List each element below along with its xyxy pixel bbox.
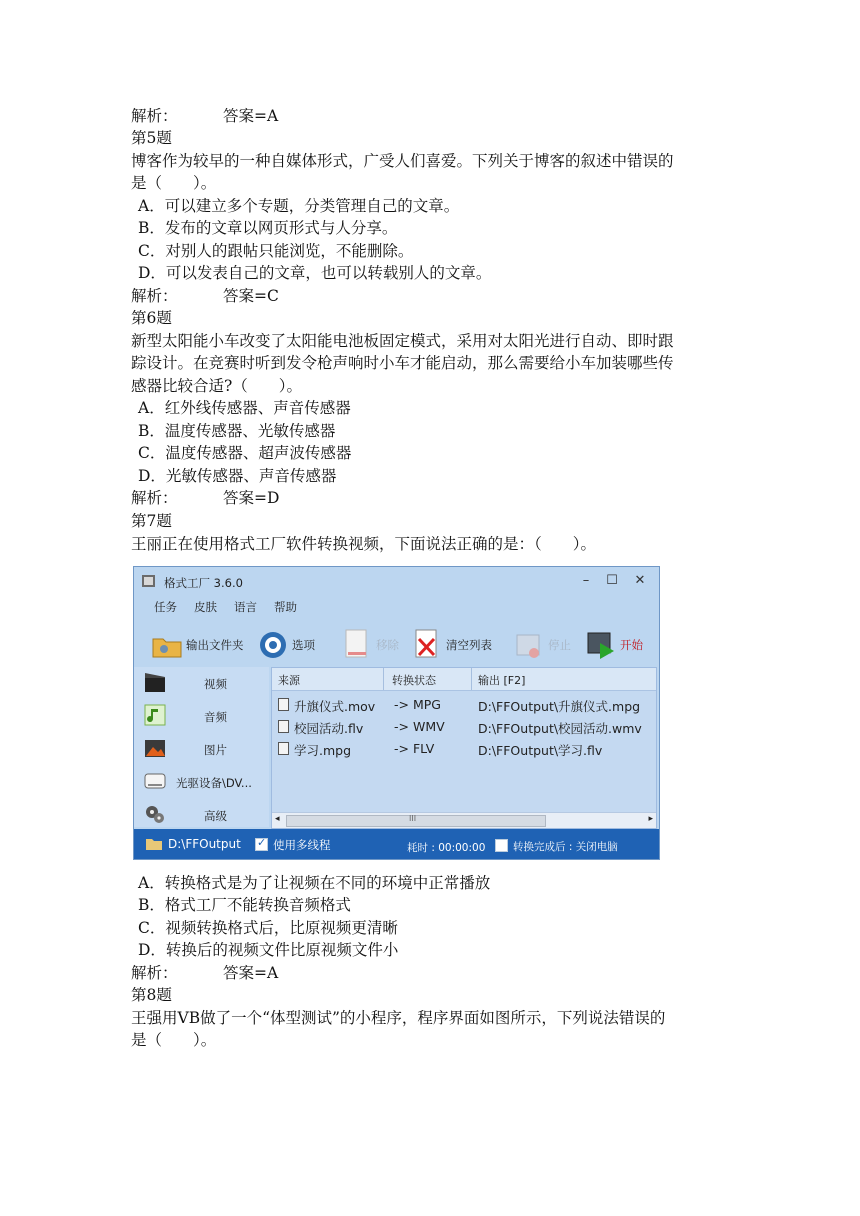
after-convert-label: 转换完成后 : 关闭电脑 — [513, 841, 618, 853]
task-list — [271, 667, 657, 829]
question-text: 王强用VB做了一个“体型测试”的小程序，程序界面如图所示，下列说法错误的 — [131, 1009, 666, 1027]
option-d: D．光敏传感器、声音传感器 — [138, 467, 337, 485]
question-text: 王丽正在使用格式工厂软件转换视频，下面说法正确的是：（ ）。 — [131, 535, 597, 553]
toolbar — [134, 621, 659, 667]
analysis-line: 解析： 答案=C — [131, 287, 279, 305]
clear-list-icon — [412, 627, 442, 661]
column-source[interactable]: 来源 — [278, 674, 300, 687]
option-c: C．对别人的跟帖只能浏览，不能删除。 — [138, 242, 414, 260]
menu-task[interactable]: 任务 — [154, 600, 177, 614]
multithread-checkbox[interactable]: ✓ — [257, 836, 267, 849]
sidebar-item-picture[interactable]: 图片 — [134, 733, 269, 765]
column-divider — [383, 668, 384, 690]
question-number: 第7题 — [131, 512, 172, 530]
option-d: D．可以发表自己的文章，也可以转载别人的文章。 — [138, 264, 492, 282]
multithread-label: 使用多线程 — [273, 838, 331, 852]
table-row[interactable]: 学习.mpg -> FLV D:\FFOutput\学习.flv — [272, 738, 656, 760]
question-text: 新型太阳能小车改变了太阳能电池板固定模式，采用对太阳光进行自动、即时跟 — [131, 332, 674, 350]
start-button[interactable]: 开始 — [586, 625, 656, 663]
stop-button[interactable]: 停止 — [514, 625, 576, 663]
analysis-line: 解析： 答案=D — [131, 489, 280, 507]
file-icon — [278, 742, 289, 755]
question-text: 博客作为较早的一种自媒体形式，广受人们喜爱。下列关于博客的叙述中错误的 — [131, 152, 674, 170]
advanced-gears-icon — [144, 803, 166, 825]
scroll-right-arrow-icon[interactable]: ▸ — [648, 814, 653, 824]
picture-icon — [144, 737, 166, 759]
question-number: 第8题 — [131, 986, 172, 1004]
status-bar — [134, 829, 659, 859]
question-text: 感器比较合适?（ ）。 — [131, 377, 303, 395]
folder-icon — [146, 837, 162, 850]
remove-document-icon — [342, 627, 372, 661]
menu-language[interactable]: 语言 — [234, 600, 257, 614]
clear-list-button[interactable]: 清空列表 — [412, 625, 502, 663]
after-convert-checkbox[interactable] — [495, 839, 508, 852]
close-button[interactable]: ✕ — [634, 573, 646, 588]
options-gear-icon — [258, 627, 288, 661]
option-d: D．转换后的视频文件比原视频文件小 — [138, 941, 399, 959]
output-folder-button[interactable]: 输出文件夹 — [152, 625, 252, 663]
list-header — [272, 668, 656, 691]
minimize-button[interactable]: – — [582, 573, 590, 588]
horizontal-scrollbar[interactable] — [272, 812, 656, 828]
option-a: A．转换格式是为了让视频在不同的环境中正常播放 — [138, 874, 491, 892]
video-clapper-icon — [144, 671, 166, 693]
analysis-line: 解析： 答案=A — [131, 964, 279, 982]
folder-icon — [152, 627, 182, 661]
window-title: 格式工厂 3.6.0 — [164, 576, 243, 590]
file-icon — [278, 698, 289, 711]
analysis-line: 解析： 答案=A — [131, 107, 279, 125]
category-sidebar — [134, 667, 269, 827]
column-divider — [471, 668, 472, 690]
column-output[interactable]: 输出 [F2] — [478, 674, 526, 687]
scroll-left-arrow-icon[interactable]: ◂ — [275, 814, 280, 824]
option-b: B．格式工厂不能转换音频格式 — [138, 896, 351, 914]
table-row[interactable]: 升旗仪式.mov -> MPG D:\FFOutput\升旗仪式.mpg — [272, 694, 656, 716]
option-c: C．视频转换格式后，比原视频更清晰 — [138, 919, 398, 937]
format-factory-window — [133, 566, 660, 860]
scroll-thumb[interactable]: III — [286, 815, 546, 827]
option-a: A．可以建立多个专题，分类管理自己的文章。 — [138, 197, 460, 215]
start-icon — [586, 627, 616, 661]
menu-skin[interactable]: 皮肤 — [194, 600, 217, 614]
title-bar — [134, 567, 659, 595]
question-text: 踪设计。在竞赛时听到发令枪声响时小车才能启动，那么需要给小车加装哪些传 — [131, 354, 674, 372]
maximize-button[interactable]: ☐ — [606, 573, 618, 588]
sidebar-item-audio[interactable]: 音频 — [134, 700, 269, 732]
file-icon — [278, 720, 289, 733]
option-b: B．发布的文章以网页形式与人分享。 — [138, 219, 398, 237]
remove-button[interactable]: 移除 — [342, 625, 406, 663]
options-button[interactable]: 选项 — [258, 625, 328, 663]
option-c: C．温度传感器、超声波传感器 — [138, 444, 352, 462]
elapsed-time: 耗时 : 00:00:00 — [407, 842, 486, 854]
stop-icon — [514, 627, 544, 661]
option-a: A．红外线传感器、声音传感器 — [138, 399, 351, 417]
music-note-icon — [144, 704, 166, 726]
optical-drive-icon — [144, 770, 166, 792]
sidebar-item-video[interactable]: 视频 — [134, 667, 269, 699]
menu-help[interactable]: 帮助 — [274, 600, 297, 614]
question-text: 是（ ）。 — [131, 174, 217, 192]
sidebar-item-advanced[interactable]: 高级 — [134, 799, 269, 831]
column-status[interactable]: 转换状态 — [392, 674, 436, 687]
question-number: 第5题 — [131, 129, 172, 147]
table-row[interactable]: 校园活动.flv -> WMV D:\FFOutput\校园活动.wmv — [272, 716, 656, 738]
question-text: 是（ ）。 — [131, 1031, 217, 1049]
option-b: B．温度传感器、光敏传感器 — [138, 422, 336, 440]
output-folder-path[interactable]: D:\FFOutput — [168, 837, 241, 851]
question-number: 第6题 — [131, 309, 172, 327]
sidebar-item-optical-drive[interactable]: 光驱设备\DV... — [134, 766, 269, 798]
app-icon — [142, 575, 155, 587]
